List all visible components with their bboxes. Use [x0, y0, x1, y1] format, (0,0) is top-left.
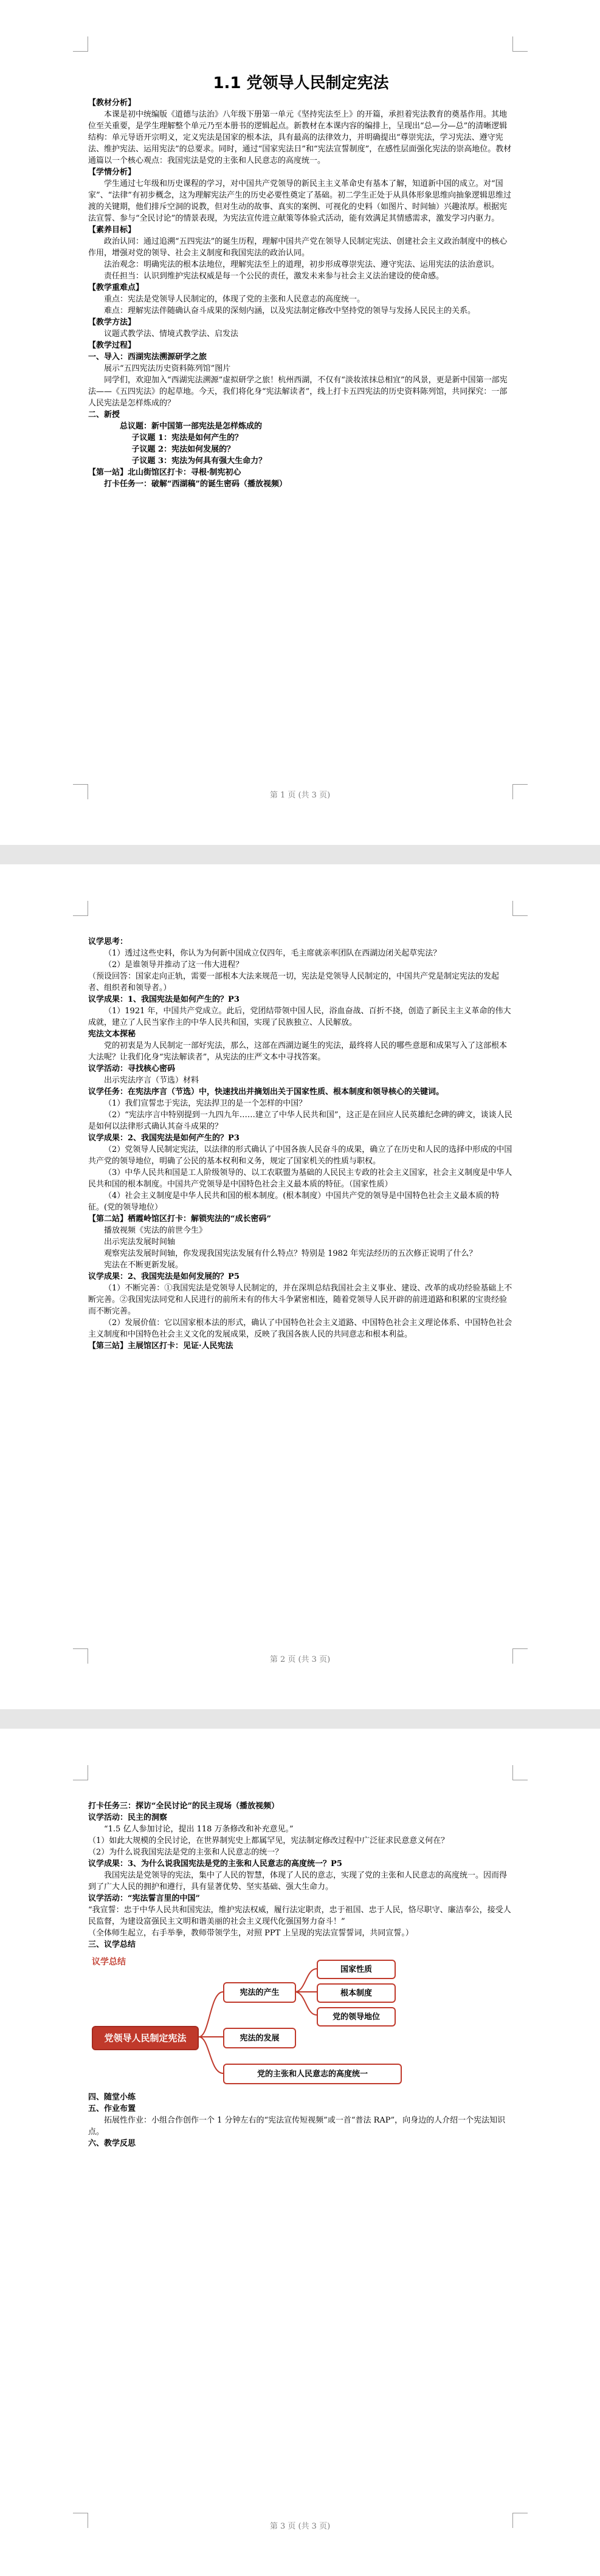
- section-heading: 【教材分析】: [88, 98, 136, 108]
- section-heading: 一、导入：西湖宪法溯源研学之旅: [88, 353, 207, 362]
- crop-mark: [73, 1765, 88, 1780]
- page-1-paragraphs: [88, 97, 514, 490]
- paragraph: （1）1921 年，中国共产党成立。此后，党团结带领中国人民，浴血奋战、百折不挠，创造了新民主主义革命的伟大成就，建立了人民当家作主的中华人民共和国，实现了民族独立、人民解放。: [88, 1007, 511, 1027]
- diagram-node-development: 宪法的发展: [223, 2028, 296, 2048]
- section-heading: 议学成果：3、为什么说我国宪法是党的主张和人民意志的高度统一？P5: [88, 1859, 342, 1868]
- section-heading: 议学成果：2、我国宪法是如何产生的？P3: [88, 1134, 240, 1143]
- paragraph: 法治观念：明确宪法的根本法地位，理解宪法至上的道理，初步形成尊崇宪法、遵守宪法、运用宪法的法治意识。: [104, 260, 500, 269]
- page-1-body: [88, 73, 514, 490]
- crop-mark: [512, 1765, 528, 1780]
- connector-origin-sub3: [295, 1992, 317, 2015]
- paragraph: 重点：宪法是党领导人民制定的，体现了党的主张和人民意志的高度统一。: [104, 295, 365, 304]
- paragraph: 子议题 3：宪法为何具有强大生命力？: [131, 456, 267, 466]
- section-heading: 议学活动：民主的洞察: [88, 1813, 168, 1822]
- section-heading: 【第二站】栖霞岭馆区打卡：解锁宪法的“成长密码”: [88, 1214, 271, 1224]
- paragraph: （2）是谁领导并推动了这一伟大进程？: [104, 960, 244, 969]
- paragraph: 子议题 2：宪法如何发展的？: [131, 445, 235, 454]
- paragraph: 播放视频《宪法的前世今生》: [104, 1226, 207, 1235]
- paragraph: （1）透过这些史料，你认为为何新中国成立仅四年，毛主席就亲率团队在西湖边闭关起草宪法？: [104, 949, 441, 958]
- paragraph: 出示宪法发展时间轴: [104, 1238, 176, 1247]
- paragraph: 责任担当：认识到维护宪法权威是每一个公民的责任，激发未来参与社会主义法治建设的使命感。: [104, 272, 444, 281]
- paragraph: 党的初衷是为人民制定一部好宪法，那么，这部在西湖边诞生的宪法，最终将人民的哪些意愿和成果写入了这部根本大法呢？让我们化身“宪法解读者”，从宪法的庄严文本中寻找答案。: [88, 1041, 508, 1062]
- crop-mark: [73, 901, 88, 916]
- paragraph: 子议题 1：宪法是如何产生的？: [131, 433, 243, 443]
- crop-mark: [512, 901, 528, 916]
- section-heading: 三、议学总结: [88, 1940, 136, 1949]
- diagram-node-fundamental-system: 根本制度: [317, 1983, 396, 2003]
- paragraph: 总议题：新中国第一部宪法是怎样炼成的: [120, 422, 263, 431]
- paragraph: 展示“五四宪法历史资料陈列馆”图片: [104, 364, 231, 373]
- paragraph: 同学们，欢迎加入“西湖宪法溯源”虚拟研学之旅！杭州西湖，不仅有“淡妆浓抹总相宜”的风景，更是新中国第一部宪法——《五四宪法》的起草地。今天，我们将化身“宪法解读者”，线上打卡五四宪法的历史资料陈列馆，共同探究：一部人民宪法是怎样炼成的？: [88, 376, 508, 408]
- paragraph: （2）“宪法序言中特别提到一九四九年……建立了中华人民共和国”，这正是在回应人民英雄纪念碑的碑文，谈谈人民是如何以法律形式确认其奋斗成果的？: [88, 1111, 512, 1131]
- paragraph: （1）不断完善：①我国宪法是党领导人民制定的，并在深圳总结我国社会主义事业、建设、改革的成功经验基础上不断完善。②我国宪法同党和人民进行的前所未有的伟大斗争紧密相连，随着党领导人民开辟的前进道路和积累的宝贵经验而不断完善。: [88, 1284, 512, 1316]
- paragraph: （全体师生起立，右手举拳，教师带领学生，对照 PPT 上呈现的宪法宣誓誓词，共同宣誓。）: [88, 1929, 413, 1938]
- section-heading: 【学情分析】: [88, 168, 136, 177]
- paragraph: 难点：理解宪法伴随确认奋斗成果的深刻内涵，以及宪法制定修改中坚持党的领导与发扬人民民主的关系。: [104, 306, 476, 315]
- diagram-node-unity: 党的主张和人民意志的高度统一: [223, 2064, 402, 2084]
- section-heading: 【教学重难点】: [88, 283, 144, 292]
- paragraph: （2）为什么说我国宪法是党的主张和人民意志的统一？: [88, 1848, 283, 1857]
- page-footer: 第 2 页 (共 3 页): [269, 1655, 331, 1664]
- paragraph: 打卡任务一：破解“西湖稿”的诞生密码（播放视频）: [104, 480, 287, 489]
- paragraph: “1.5 亿人参加讨论，提出 118 万条修改和补充意见。”: [104, 1825, 294, 1834]
- section-heading: 【教学方法】: [88, 318, 136, 327]
- document-page-3: [0, 1729, 600, 2576]
- paragraph: （3）中华人民共和国是工人阶级领导的、以工农联盟为基础的人民民主专政的社会主义国家，社会主义制度是中华人民共和国的根本制度。中国共产党领导是中国特色社会主义最本质的特征。（国家性质）: [88, 1168, 512, 1189]
- paragraph: 出示宪法序言（节选）材料: [104, 1076, 199, 1085]
- paragraph: （预设回答：国家走向正轨，需要一部根本大法来规范一切，宪法是党领导人民制定的，中国共产党是制定宪法的发起者、组织者和领导者。）: [88, 972, 500, 993]
- section-heading: 议学思考：: [88, 937, 128, 946]
- document-page-2: [0, 864, 600, 1709]
- connector-origin-sub1: [295, 1969, 317, 1992]
- document-page-1: [0, 0, 600, 845]
- section-heading: 议学成果：2、我国宪法是如何发展的？P5: [88, 1272, 240, 1281]
- paragraph: （2）发展价值：它以国家根本法的形式，确认了中国特色社会主义道路、中国特色社会主义理论体系、中国特色社会主义制度和中国特色社会主义文化的发展成果，反映了我国各族人民的共同意志和根本利益。: [88, 1318, 512, 1339]
- page-2-body: [88, 936, 514, 1352]
- page-2-paragraphs: [88, 936, 514, 1352]
- diagram-main-node: 党领导人民制定宪法: [92, 2026, 199, 2050]
- paragraph: 宪法在不断更新发展。: [104, 1261, 184, 1270]
- page-3-body: [88, 1800, 514, 2149]
- paragraph: （4）社会主义制度是中华人民共和国的根本制度。(根本制度）中国共产党的领导是中国特色社会主义最本质的特征。(党的领导地位）: [88, 1191, 500, 1212]
- diagram-node-party-leadership: 党的领导地位: [317, 2007, 396, 2027]
- crop-mark: [512, 36, 528, 52]
- page-footer: 第 1 页 (共 3 页): [269, 791, 331, 800]
- section-heading: 【教学过程】: [88, 341, 136, 350]
- section-heading: 打卡任务三：探访“全民讨论”的民主现场（播放视频）: [88, 1802, 279, 1811]
- paragraph: “我宣誓：忠于中华人民共和国宪法，维护宪法权威，履行法定职责，忠于祖国、忠于人民，恪尽职守、廉洁奉公，接受人民监督，为建设富强民主文明和谐美丽的社会主义现代化强国努力奋斗！”: [88, 1906, 511, 1926]
- section-heading: 议学活动：寻找核心密码: [88, 1064, 176, 1073]
- section-heading: 议学成果：1、我国宪法是如何产生的？P3: [88, 995, 240, 1004]
- section-heading: 【第三站】主展馆区打卡：见证·人民宪法: [88, 1341, 233, 1351]
- summary-diagram: [88, 1954, 409, 2087]
- section-heading: 二、新授: [88, 410, 120, 419]
- paragraph: 学生通过七年级和历史课程的学习，对中国共产党领导的新民主主义革命史有基本了解，知道新中国的成立。对“国家”、“法律”有初步概念，这为理解宪法产生的历史必要性奠定了基础。初二学生正处于从具体形象思维向抽象逻辑思维过渡的关键期，他们排斥空洞的说教，但对生动的故事、真实的案例、可视化的史料（如图片、时间轴）兴趣浓厚。根据宪法宣誓、参与“全民讨论”的情景表现，为宪法宣传进立献策等体验式活动，能有效满足其情感需求，激发学习内驱力。: [88, 179, 511, 223]
- paragraph: （2）党领导人民制定宪法，以法律的形式确认了中国各族人民奋斗的成果，确立了在历史和人民的选择中形成的中国共产党的领导地位，明确了公民的基本权利和义务，规定了国家机关的性质与职权。: [88, 1145, 512, 1166]
- paragraph: 议学任务：在宪法序言（节选）中，快速找出并摘划出关于国家性质、根本制度和领导核心的关键词。: [88, 1087, 444, 1097]
- paragraph: 我国宪法是党领导的宪法，集中了人民的智慧，体现了人民的意志，实现了党的主张和人民意志的高度统一。因而得到了广大人民的拥护和遵行，具有显著优势、坚实基础、强大生命力。: [88, 1871, 508, 1892]
- paragraph: 议题式教学法、情境式教学法、启发法: [104, 329, 239, 339]
- section-heading: 四、随堂小练: [88, 2093, 136, 2102]
- paragraph: （1）如此大规模的全民讨论，在世界制宪史上都属罕见，宪法制定修改过程中广泛征求民意意义何在？: [88, 1836, 449, 1845]
- paragraph: 拓展性作业：小组合作创作一个 1 分钟左右的“宪法宣传短视频”或一首“普法 RAP”，向身边的人介绍一个宪法知识点。: [88, 2116, 506, 2137]
- diagram-node-state-nature: 国家性质: [317, 1960, 396, 1979]
- paragraph: 本课是初中统编版《道德与法治》八年级下册第一单元《坚持宪法至上》的开篇，承担着宪法教育的奠基作用。其地位至关重要，是学生理解整个单元乃至本册书的逻辑起点。新教材在本课内容的编排上，呈现出“总—分—总”的清晰逻辑结构：单元导语开宗明义，定义宪法是国家的根本法，具有最高的法律效力，并明确提出“尊崇宪法，学习宪法、遵守宪法、维护宪法、运用宪法”的总要求。同时，通过“国家宪法日”和“宪法宣誓制度”，在感性层面强化宪法的崇高地位。教材通篇以一个核心观点：我国宪法是党的主张和人民意志的高度统一。: [88, 110, 512, 165]
- section-heading: 五、作业布置: [88, 2104, 136, 2113]
- page-3-paragraphs-bottom: [88, 2092, 514, 2149]
- page-footer: 第 3 页 (共 3 页): [269, 2522, 331, 2531]
- summary-diagram-title: 议学总结: [92, 1957, 126, 1967]
- section-heading: 宪法文本探秘: [88, 1030, 136, 1039]
- section-heading: 【素养目标】: [88, 226, 136, 235]
- paragraph: （1）我们宣誓忠于宪法，宪法捍卫的是一个怎样的中国？: [104, 1099, 307, 1108]
- connector-main-bottom: [199, 2037, 223, 2073]
- paragraph: 政治认同：通过追溯“五四宪法”的诞生历程，理解中国共产党在领导人民制定宪法、创建社会主义政治制度中的核心作用，增强对党的领导、社会主义制度和我国宪法的政治认同。: [88, 237, 508, 258]
- crop-mark: [73, 36, 88, 52]
- section-heading: 六、教学反思: [88, 2139, 136, 2148]
- page-3-paragraphs-top: [88, 1800, 514, 1951]
- section-heading: 【第一站】北山街馆区打卡：寻根·制宪初心: [88, 468, 241, 477]
- diagram-node-origin: 宪法的产生: [223, 1982, 296, 2003]
- section-heading: 议学活动：“宪法誓言里的中国”: [88, 1894, 200, 1903]
- connector-main-upper: [199, 1992, 223, 2037]
- paragraph: 观察宪法发展时间轴，你发现我国宪法发展有什么特点？特别是 1982 年宪法经历的五次修正说明了什么？: [104, 1249, 477, 1258]
- page-title: 1.1 党领导人民制定宪法: [213, 74, 389, 92]
